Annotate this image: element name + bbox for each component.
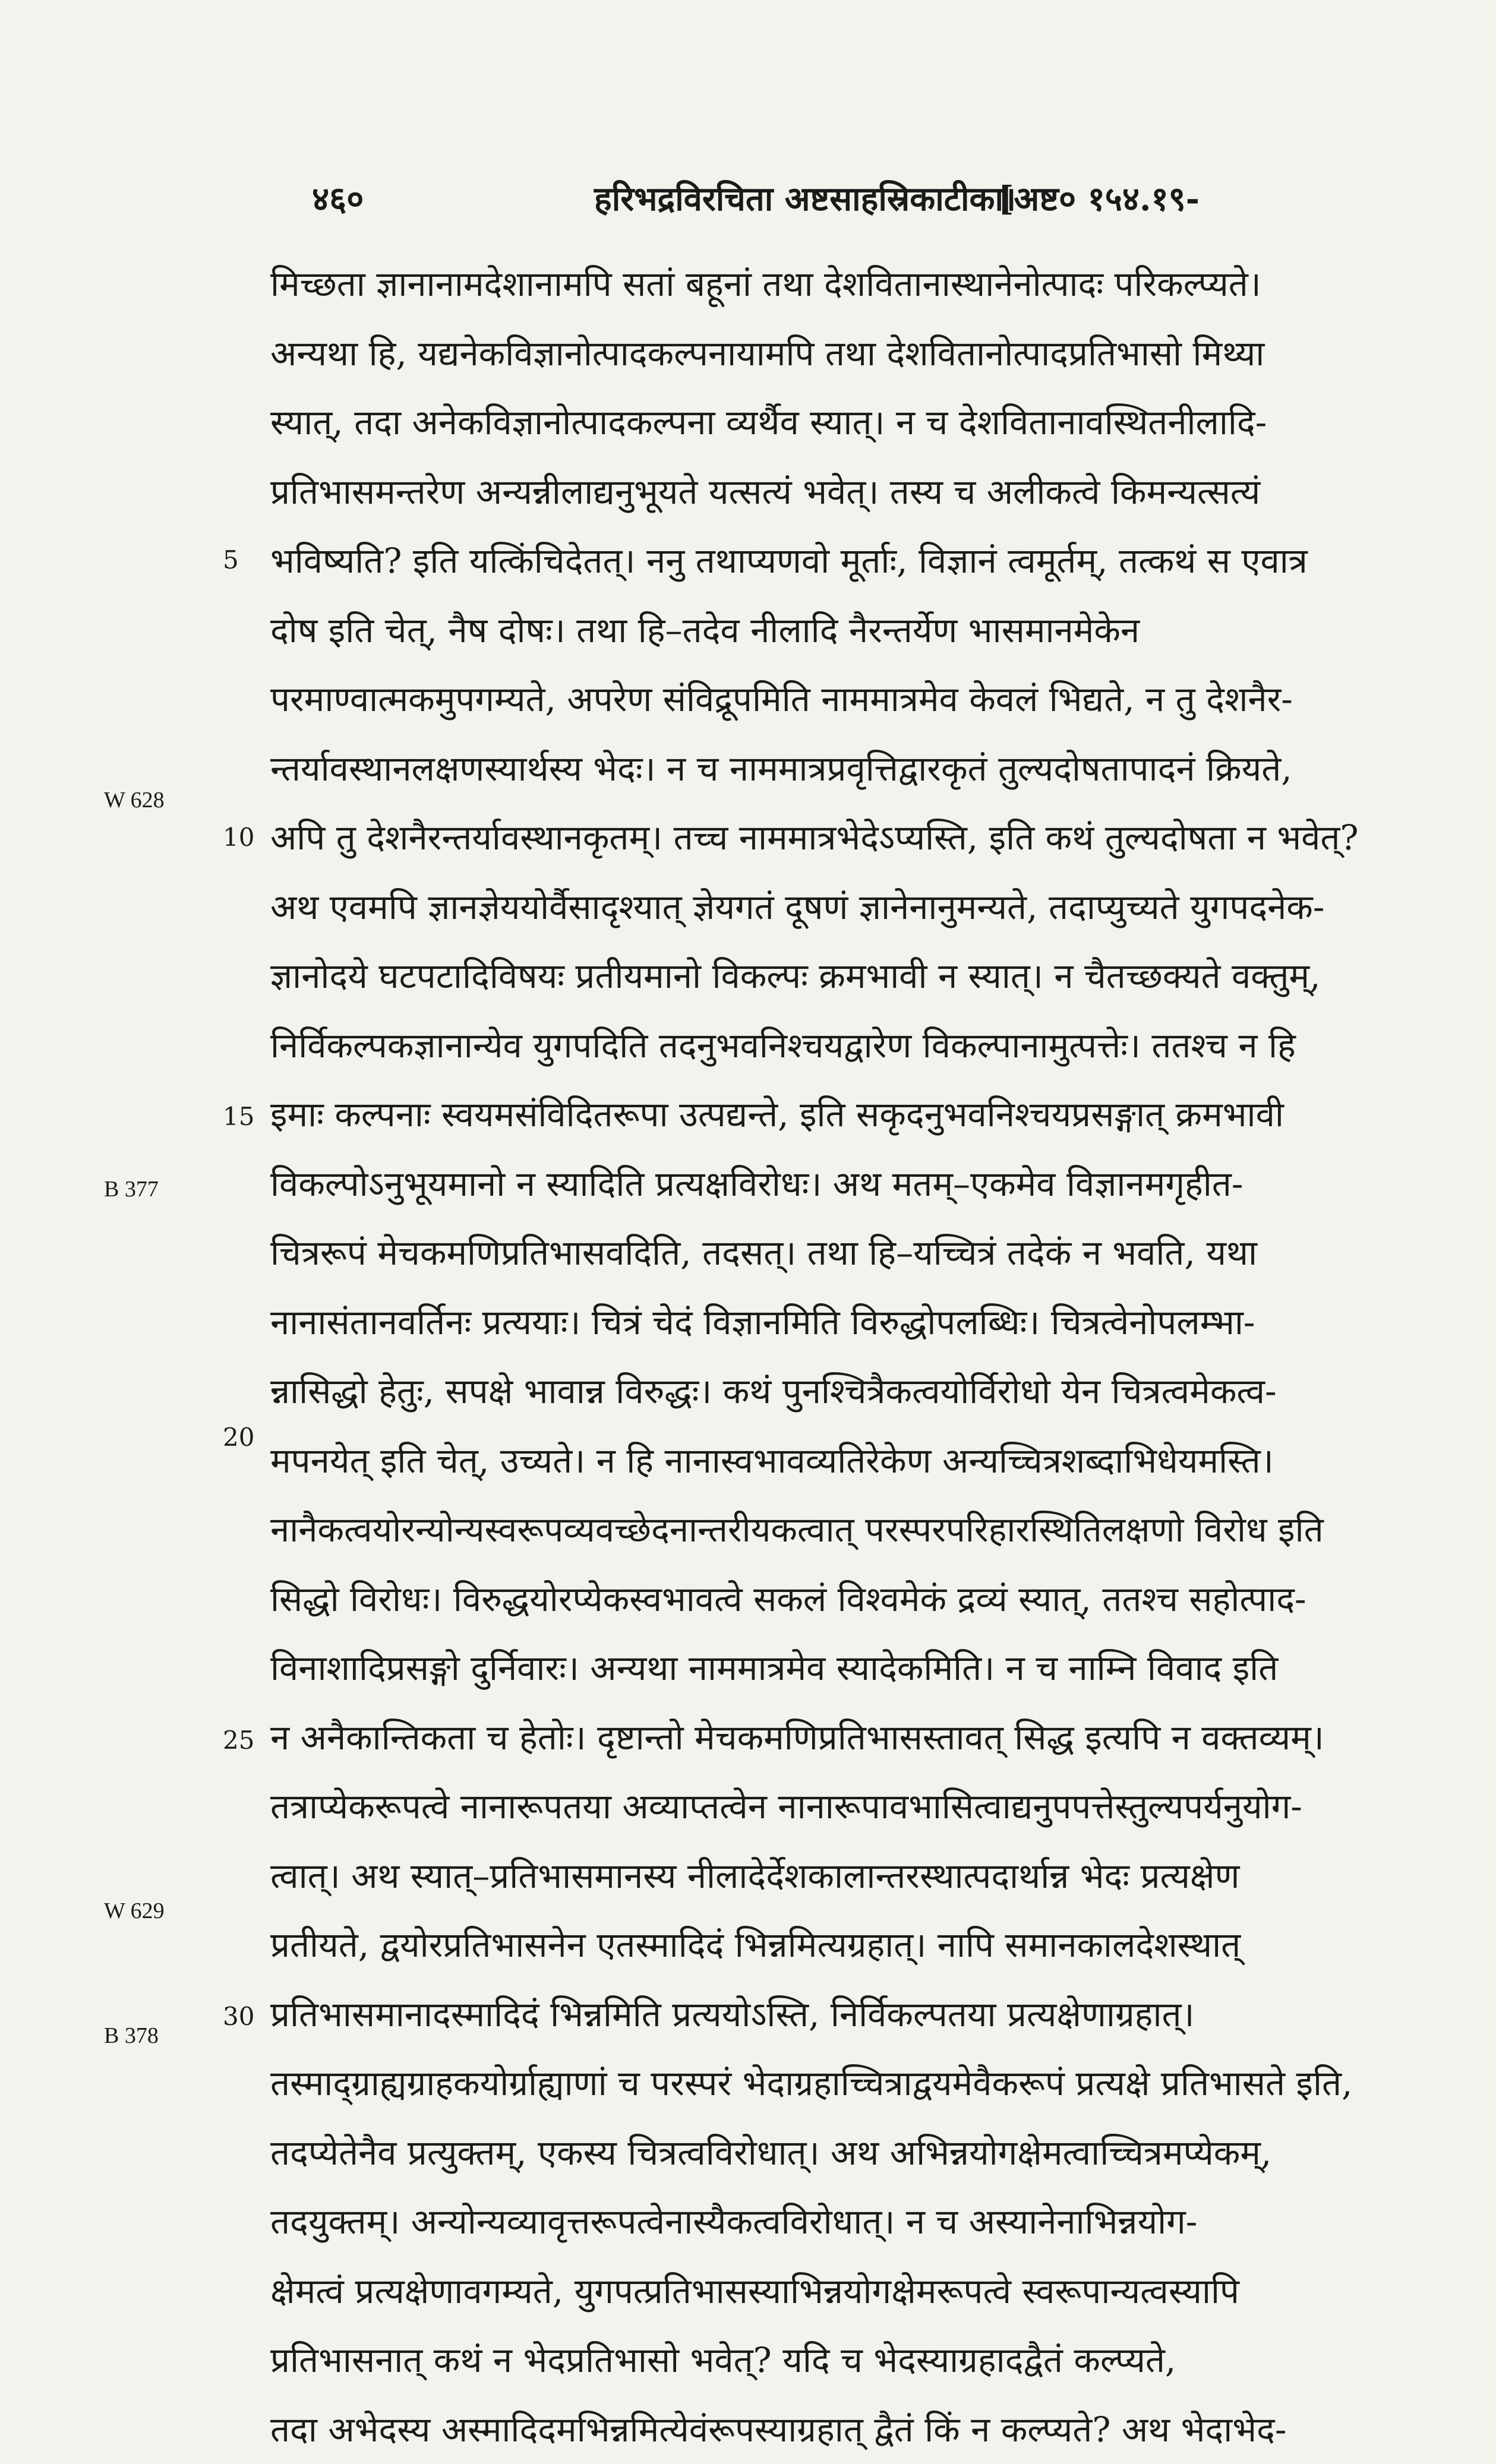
- line-number-30: 30: [223, 2002, 254, 2031]
- text-line: अथ एवमपि ज्ञानज्ञेययोर्वैसादृश्यात् ज्ञेयगतं दूषणं ज्ञानेनानुमन्यते, तदाप्युच्यते युगपदनेक-: [270, 873, 1411, 942]
- text-line: नानासंतानवर्तिनः प्रत्ययाः। चित्रं चेदं विज्ञानमिति विरुद्धोपलब्धिः। चित्रत्वेनोपलम्भा-: [270, 1288, 1411, 1357]
- text-line: तदप्येतेनैव प्रत्युक्तम्, एकस्य चित्रत्वविरोधात्। अथ अभिन्नयोगक्षेमत्वाच्चित्रमप्येकम्,: [270, 2118, 1411, 2188]
- margin-ref-w628: W 628: [104, 787, 165, 813]
- text-line: विनाशादिप्रसङ्गो दुर्निवारः। अन्यथा नाममात्रमेव स्यादेकमिति। न च नाम्नि विवाद इति: [270, 1634, 1411, 1703]
- text-line: मपनयेत् इति चेत्, उच्यते। न हि नानास्वभावव्यतिरेकेण अन्यच्चित्रशब्दाभिधेयमस्ति।: [270, 1426, 1411, 1496]
- text-line: प्रतिभासमानादस्मादिदं भिन्नमिति प्रत्ययोऽस्ति, निर्विकल्पतया प्रत्यक्षेणाग्रहात्।: [270, 1980, 1411, 2049]
- text-line: क्षेमत्वं प्रत्यक्षेणावगम्यते, युगपत्प्रतिभासस्याभिन्नयोगक्षेमरूपत्वे स्वरूपान्यत्वस्यापि: [270, 2257, 1411, 2326]
- margin-ref-b378: B 378: [104, 2023, 159, 2049]
- text-line: ज्ञानोदये घटपटादिविषयः प्रतीयमानो विकल्पः क्रमभावी न स्यात्। न चैतच्छक्यते वक्तुम्,: [270, 942, 1411, 1011]
- text-line: दोष इति चेत्, नैष दोषः। तथा हि–तदेव नीलादि नैरन्तर्येण भासमानमेकेन: [270, 596, 1411, 665]
- line-number-15: 15: [223, 1102, 254, 1131]
- text-line: अपि तु देशनैरन्तर्यावस्थानकृतम्। तच्च नाममात्रभेदेऽप्यस्ति, इति कथं तुल्यदोषता न भवेत्?: [270, 803, 1411, 873]
- text-line: मिच्छता ज्ञानानामदेशानामपि सतां बहूनां तथा देशवितानास्थानेनोत्पादः परिकल्प्यते।: [270, 249, 1411, 319]
- text-line: नानैकत्वयोरन्योन्यस्वरूपव्यवच्छेदनान्तरीयकत्वात् परस्परपरिहारस्थितिलक्षणो विरोध इति: [270, 1495, 1411, 1565]
- text-line: प्रतीयते, द्वयोरप्रतिभासनेन एतस्मादिदं भिन्नमित्यग्रहात्। नापि समानकालदेशस्थात्: [270, 1910, 1411, 1980]
- text-line: निर्विकल्पकज्ञानान्येव युगपदिति तदनुभवनिश्चयद्वारेण विकल्पानामुत्पत्तेः। ततश्च न हि: [270, 1011, 1411, 1081]
- running-title: हरिभद्रविरचिता अष्टसाहस्रिकाटीका।: [594, 175, 1016, 220]
- section-reference: [अष्ट० १५४.१९-: [998, 175, 1200, 220]
- text-line: तदा अभेदस्य अस्मादिदमभिन्नमित्येवंरूपस्याग्रहात् द्वैतं किं न कल्प्यते? अथ भेदाभेद-: [270, 2395, 1411, 2464]
- text-line: स्यात्, तदा अनेकविज्ञानोत्पादकल्पना व्यर्थैव स्यात्। न च देशवितानावस्थितनीलादि-: [270, 388, 1411, 457]
- text-line: प्रतिभासमन्तरेण अन्यन्नीलाद्यनुभूयते यत्सत्यं भवेत्। तस्य च अलीकत्वे किमन्यत्सत्यं: [270, 457, 1411, 527]
- text-line: न्नासिद्धो हेतुः, सपक्षे भावान्न विरुद्धः। कथं पुनश्चित्रैकत्वयोर्विरोधो येन चित्रत्वमेकत्व-: [270, 1357, 1411, 1426]
- text-line: प्रतिभासनात् कथं न भेदप्रतिभासो भवेत्? यदि च भेदस्याग्रहादद्वैतं कल्प्यते,: [270, 2326, 1411, 2395]
- text-line: चित्ररूपं मेचकमणिप्रतिभासवदिति, तदसत्। तथा हि–यच्चित्रं तदेकं न भवति, यथा: [270, 1218, 1411, 1288]
- line-number-5: 5: [223, 545, 239, 574]
- line-number-20: 20: [223, 1423, 254, 1452]
- text-line: परमाण्वात्मकमुपगम्यते, अपरेण संविद्रूपमिति नाममात्रमेव केवलं भिद्यते, न तु देशनैर-: [270, 665, 1411, 734]
- margin-ref-b377: B 377: [104, 1176, 159, 1202]
- text-line: इमाः कल्पनाः स्वयमसंविदितरूपा उत्पद्यन्ते, इति सकृदनुभवनिश्चयप्रसङ्गात् क्रमभावी: [270, 1080, 1411, 1149]
- text-body: [270, 249, 1411, 2464]
- text-line: सिद्धो विरोधः। विरुद्धयोरप्येकस्वभावत्वे सकलं विश्वमेकं द्रव्यं स्यात्, ततश्च सहोत्पाद-: [270, 1565, 1411, 1634]
- text-line: तत्राप्येकरूपत्वे नानारूपतया अव्याप्तत्वेन नानारूपावभासित्वाद्यनुपपत्तेस्तुल्यपर्यनुयोग-: [270, 1772, 1411, 1841]
- text-line: न्तर्यावस्थानलक्षणस्यार्थस्य भेदः। न च नाममात्रप्रवृत्तिद्वारकृतं तुल्यदोषतापादनं क्रियते,: [270, 734, 1411, 804]
- line-number-10: 10: [223, 823, 254, 852]
- text-line: विकल्पोऽनुभूयमानो न स्यादिति प्रत्यक्षविरोधः। अथ मतम्–एकमेव विज्ञानमगृहीत-: [270, 1149, 1411, 1219]
- page-header: [0, 163, 1496, 235]
- text-line: त्वात्। अथ स्यात्–प्रतिभासमानस्य नीलादेर्देशकालान्तरस्थात्पदार्थान्न भेदः प्रत्यक्षेण: [270, 1841, 1411, 1911]
- page-number: ४६०: [312, 175, 364, 220]
- line-number-25: 25: [223, 1726, 254, 1755]
- text-line: न अनैकान्तिकता च हेतोः। दृष्टान्तो मेचकमणिप्रतिभासस्तावत् सिद्ध इत्यपि न वक्तव्यम्।: [270, 1703, 1411, 1773]
- text-line: तदयुक्तम्। अन्योन्यव्यावृत्तरूपत्वेनास्यैकत्वविरोधात्। न च अस्यानेनाभिन्नयोग-: [270, 2187, 1411, 2257]
- text-line: भविष्यति? इति यत्किंचिदेतत्। ननु तथाप्यणवो मूर्ताः, विज्ञानं त्वमूर्तम्, तत्कथं स एवात्र: [270, 526, 1411, 596]
- margin-ref-w629: W 629: [104, 1898, 165, 1924]
- text-line: तस्माद्ग्राह्यग्राहकयोर्ग्राह्याणां च परस्परं भेदाग्रहाच्चित्राद्वयमेवैकरूपं प्रत्यक्षे प्रतिभासते इति,: [270, 2049, 1411, 2118]
- text-line: अन्यथा हि, यद्यनेकविज्ञानोत्पादकल्पनायामपि तथा देशवितानोत्पादप्रतिभासो मिथ्या: [270, 319, 1411, 388]
